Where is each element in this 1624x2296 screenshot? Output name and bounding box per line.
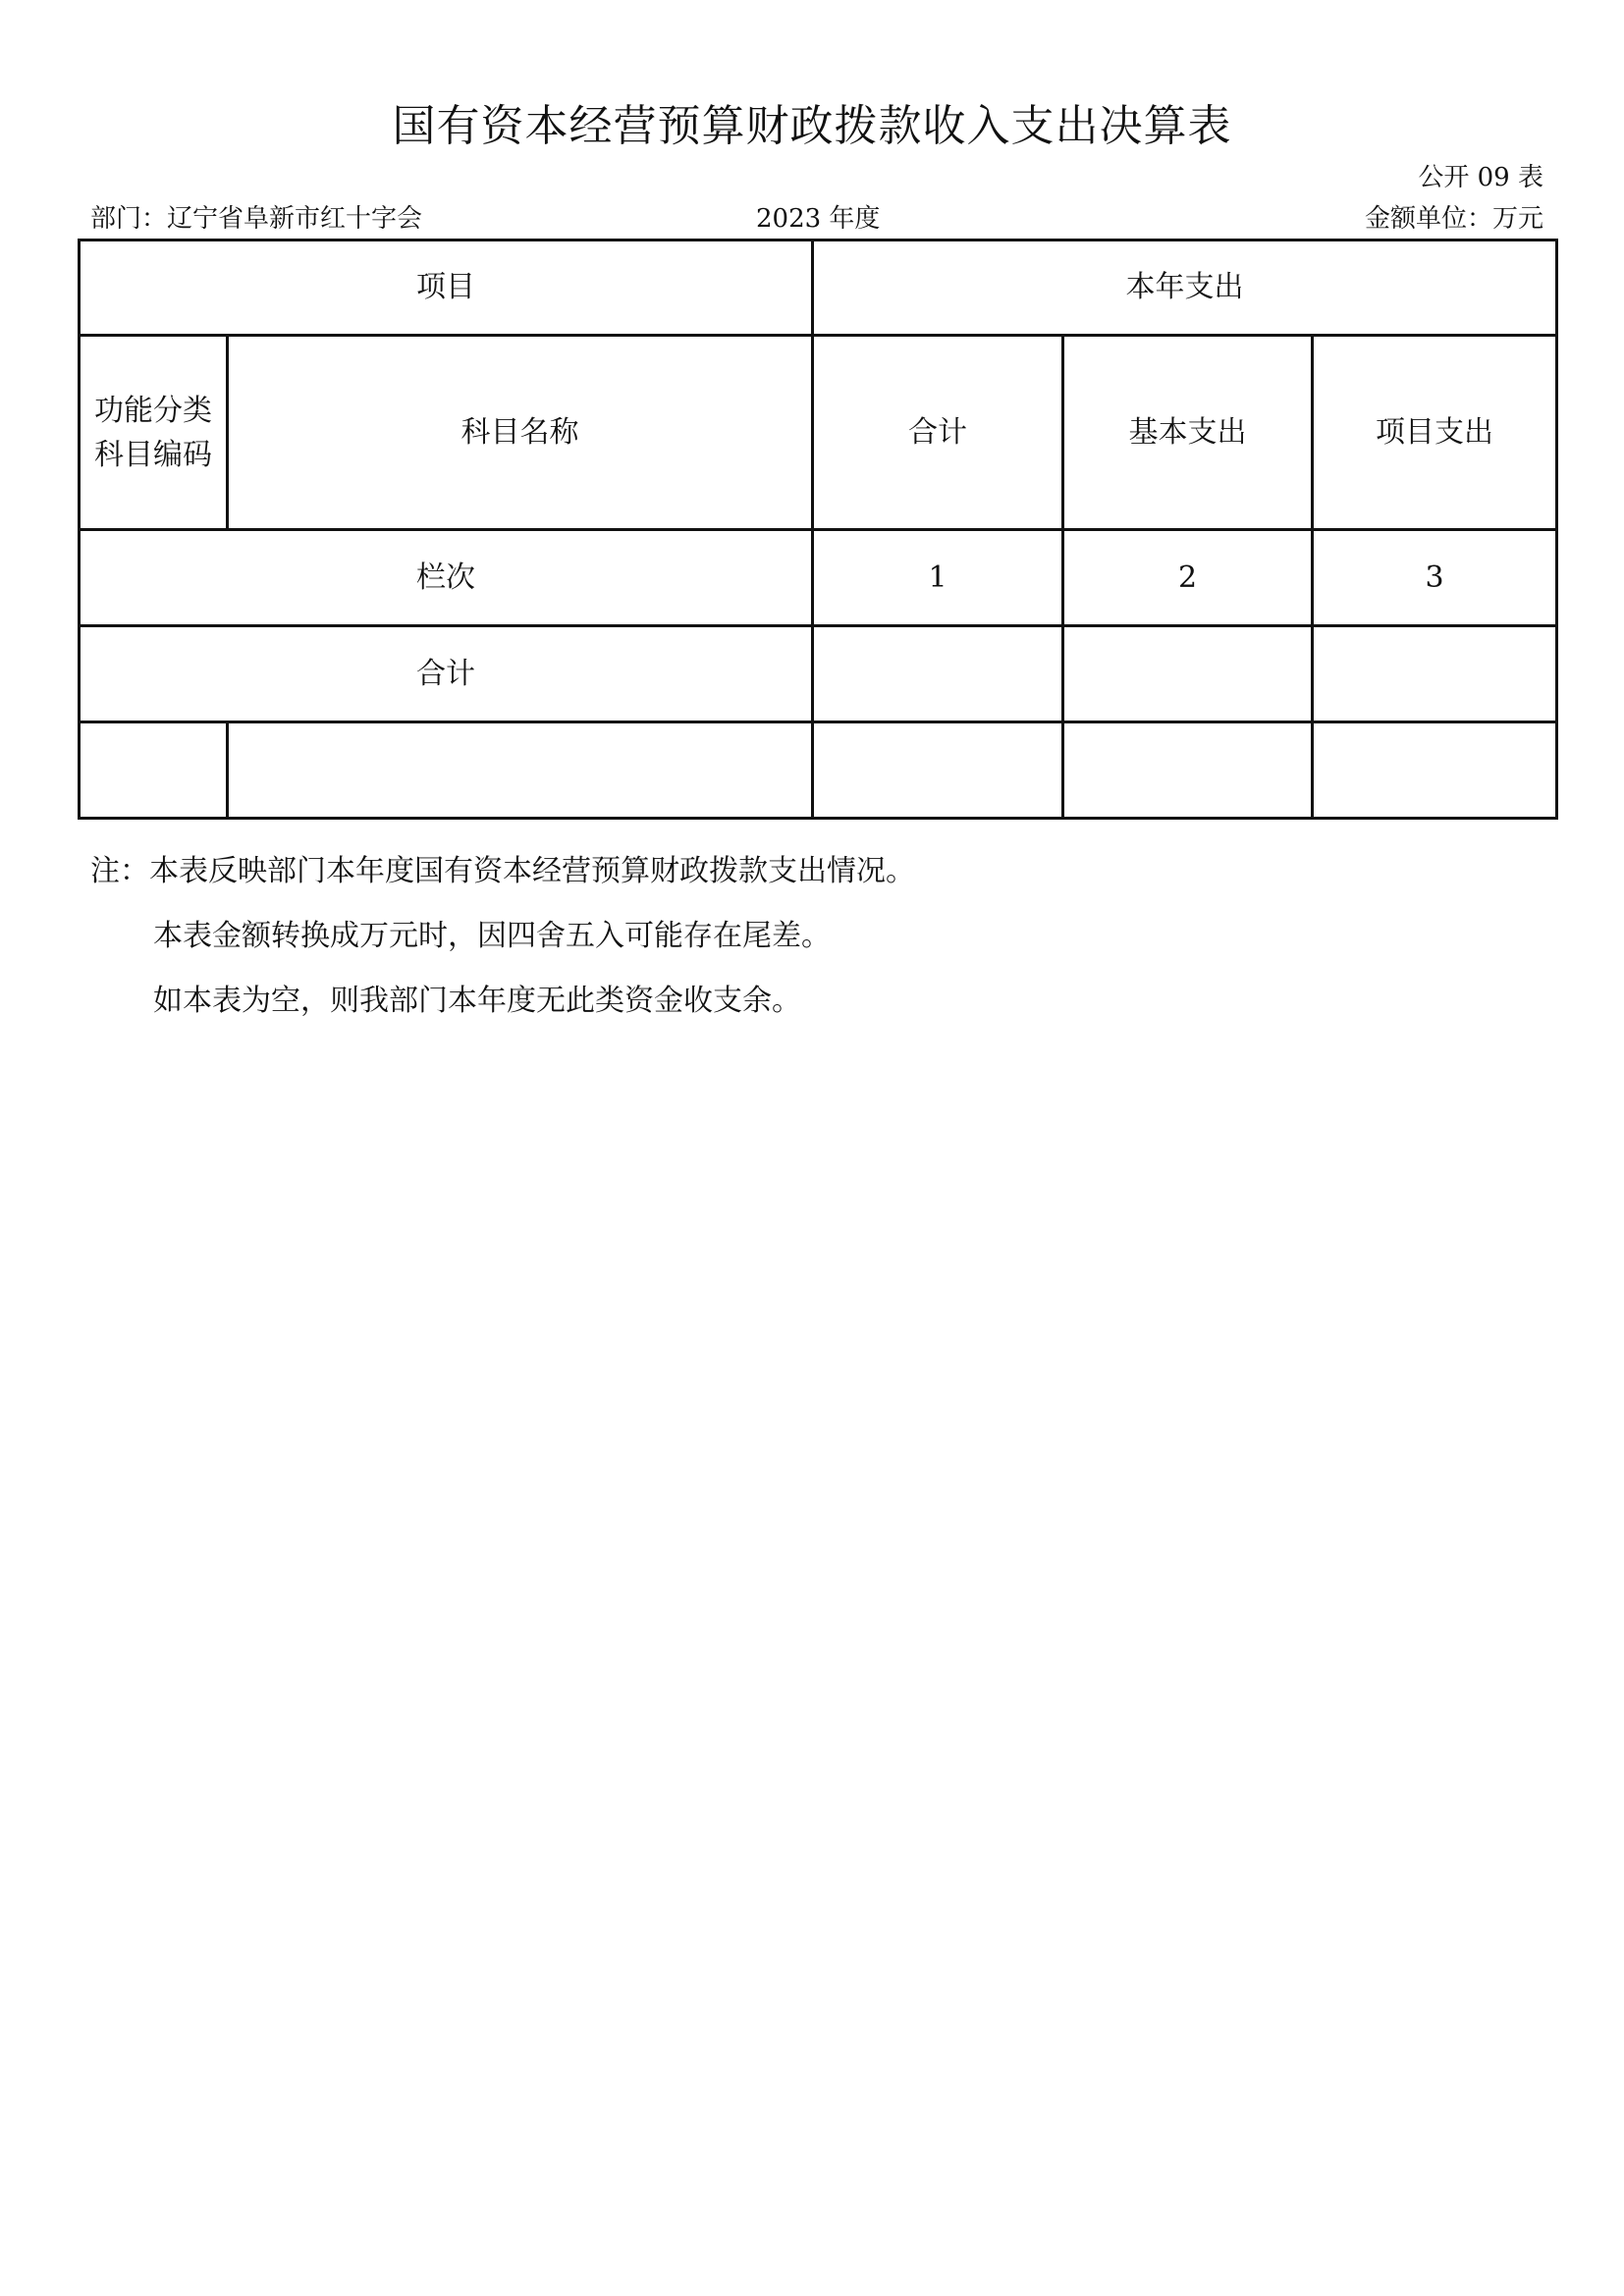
header-expense: 本年支出	[813, 240, 1557, 336]
notes-section	[90, 852, 915, 1046]
col-total-header: 合计	[813, 336, 1063, 530]
total-label: 合计	[80, 626, 813, 722]
row-total-cell	[813, 722, 1063, 819]
column-index-2: 2	[1063, 530, 1313, 626]
column-index-row	[80, 530, 1557, 626]
header-item: 项目	[80, 240, 813, 336]
total-basic-value	[1063, 626, 1313, 722]
budget-table	[78, 239, 1558, 820]
column-index-3: 3	[1313, 530, 1557, 626]
total-value	[813, 626, 1063, 722]
note-line-1: 注：本表反映部门本年度国有资本经营预算财政拨款支出情况。	[90, 854, 915, 888]
col-project-header: 项目支出	[1313, 336, 1557, 530]
row-index-label: 栏次	[80, 530, 813, 626]
row-basic-cell	[1063, 722, 1313, 819]
amount-unit: 金额单位：万元	[1364, 204, 1543, 234]
note-line-2: 本表金额转换成万元时，因四舍五入可能存在尾差。	[153, 919, 831, 953]
row-name-cell	[228, 722, 813, 819]
header-row-1	[80, 240, 1557, 336]
col-code-label: 功能分类科目编码	[94, 393, 212, 472]
page-title: 国有资本经营预算财政拨款收入支出决算表	[392, 101, 1232, 151]
header-row-2	[80, 336, 1557, 530]
fiscal-year: 2023 年度	[756, 204, 881, 234]
row-project-cell	[1313, 722, 1557, 819]
column-index-1: 1	[813, 530, 1063, 626]
table-row	[80, 722, 1557, 819]
col-basic-header: 基本支出	[1063, 336, 1313, 530]
total-project-value	[1313, 626, 1557, 722]
total-row	[80, 626, 1557, 722]
note-line-3: 如本表为空，则我部门本年度无此类资金收支余。	[153, 984, 801, 1018]
form-number: 公开 09 表	[1418, 163, 1543, 192]
col-code-header	[80, 336, 228, 530]
department-label: 部门：辽宁省阜新市红十字会	[90, 204, 423, 234]
row-code-cell	[80, 722, 228, 819]
col-name-header: 科目名称	[228, 336, 813, 530]
